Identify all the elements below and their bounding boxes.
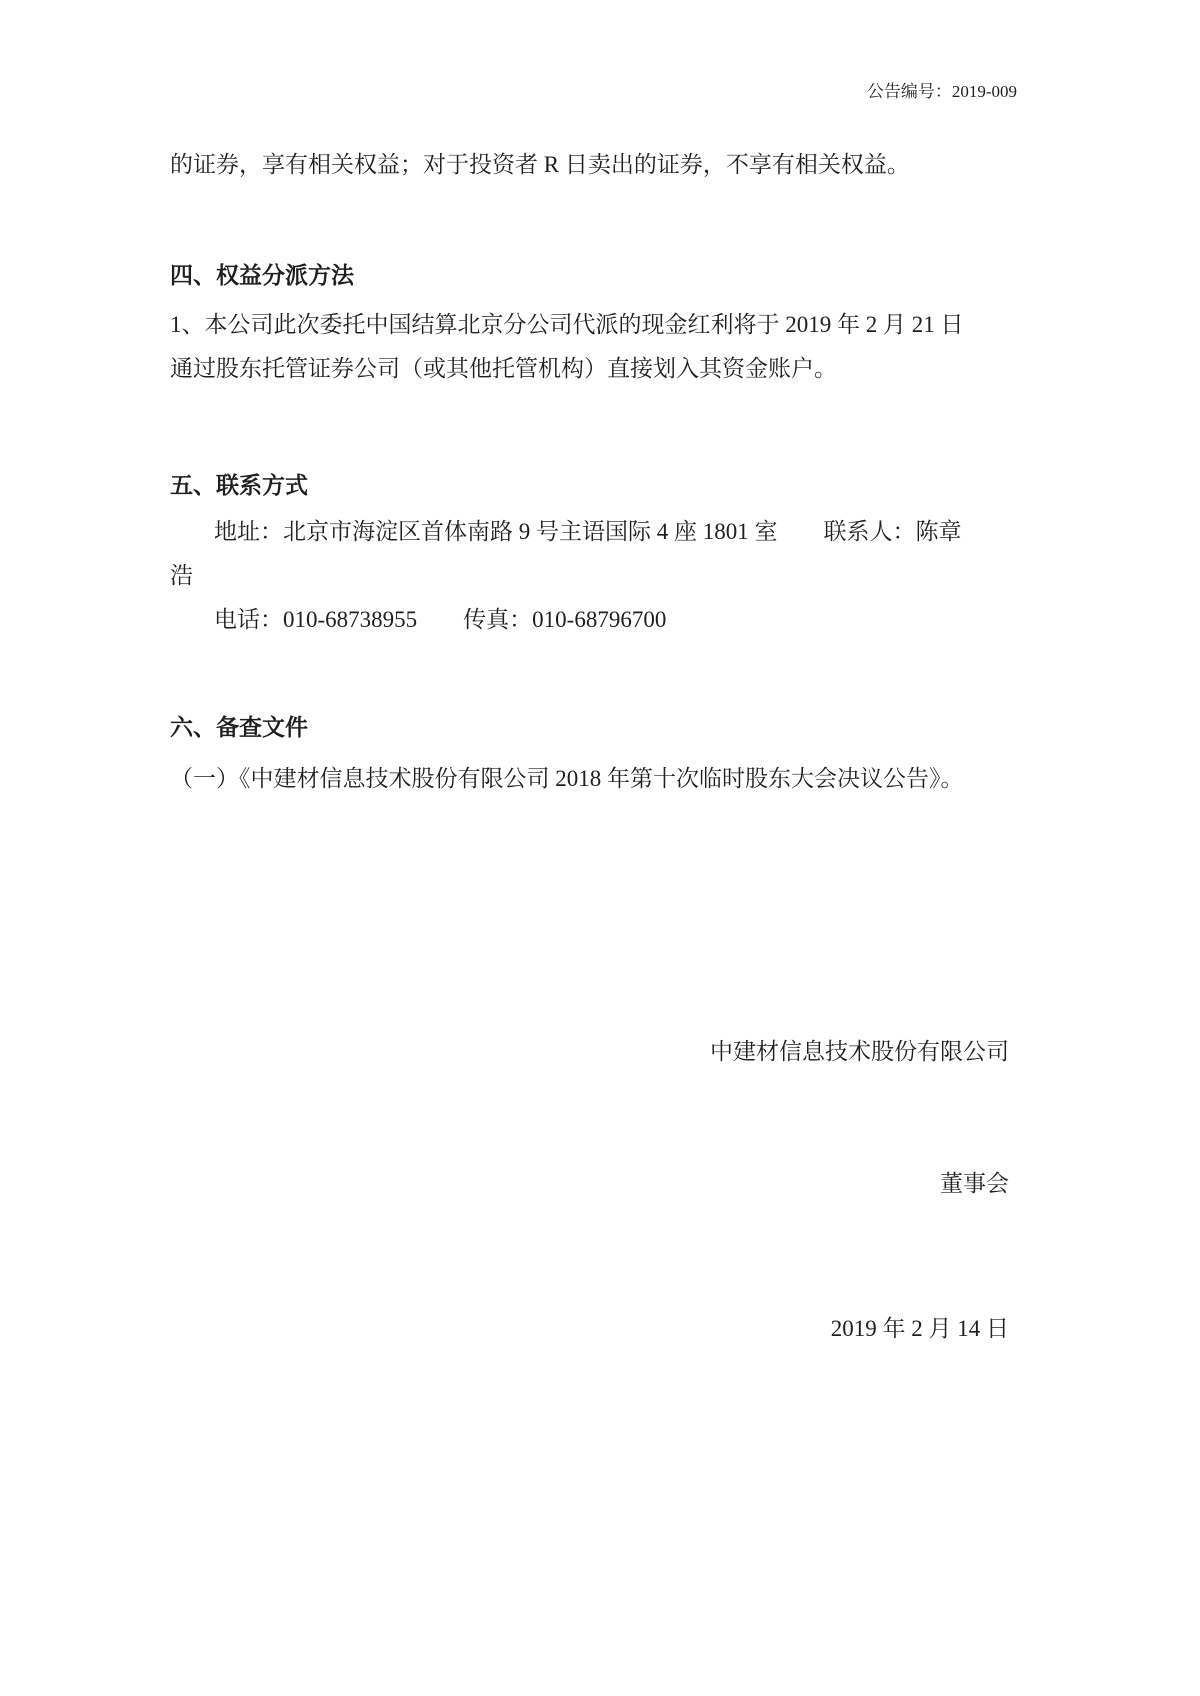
contact-address-line: 地址：北京市海淀区首体南路 9 号主语国际 4 座 1801 室 联系人：陈章 <box>214 519 962 544</box>
section-4-paragraph-line-2: 通过股东托管证券公司（或其他托管机构）直接划入其资金账户。 <box>170 356 837 381</box>
section-6-heading: 六、备查文件 <box>170 714 308 740</box>
section-4-paragraph-line-1: 1、本公司此次委托中国结算北京分公司代派的现金红利将于 2019 年 2 月 21 日 <box>170 312 964 337</box>
signature-block <box>170 942 1037 1439</box>
announcement-number: 公告编号：2019-009 <box>866 82 1017 101</box>
section-4-paragraph <box>170 303 1037 391</box>
reference-document-item: （一）《中建材信息技术股份有限公司 2018 年第十次临时股东大会决议公告》。 <box>170 766 964 791</box>
signature-company-name: 中建材信息技术股份有限公司 <box>710 1039 1009 1064</box>
contact-phone-fax-line: 电话：010-68738955 传真：010-68796700 <box>214 607 667 632</box>
section-4-heading: 四、权益分派方法 <box>170 262 354 288</box>
section-5-heading: 五、联系方式 <box>170 472 308 498</box>
contact-address-paragraph <box>170 510 1037 598</box>
continued-paragraph: 的证券，享有相关权益；对于投资者 R 日卖出的证券，不享有相关权益。 <box>170 152 910 177</box>
signature-board: 董事会 <box>940 1171 1009 1196</box>
contact-address-overflow: 浩 <box>170 563 193 588</box>
signature-date: 2019 年 2 月 14 日 <box>830 1316 1009 1341</box>
